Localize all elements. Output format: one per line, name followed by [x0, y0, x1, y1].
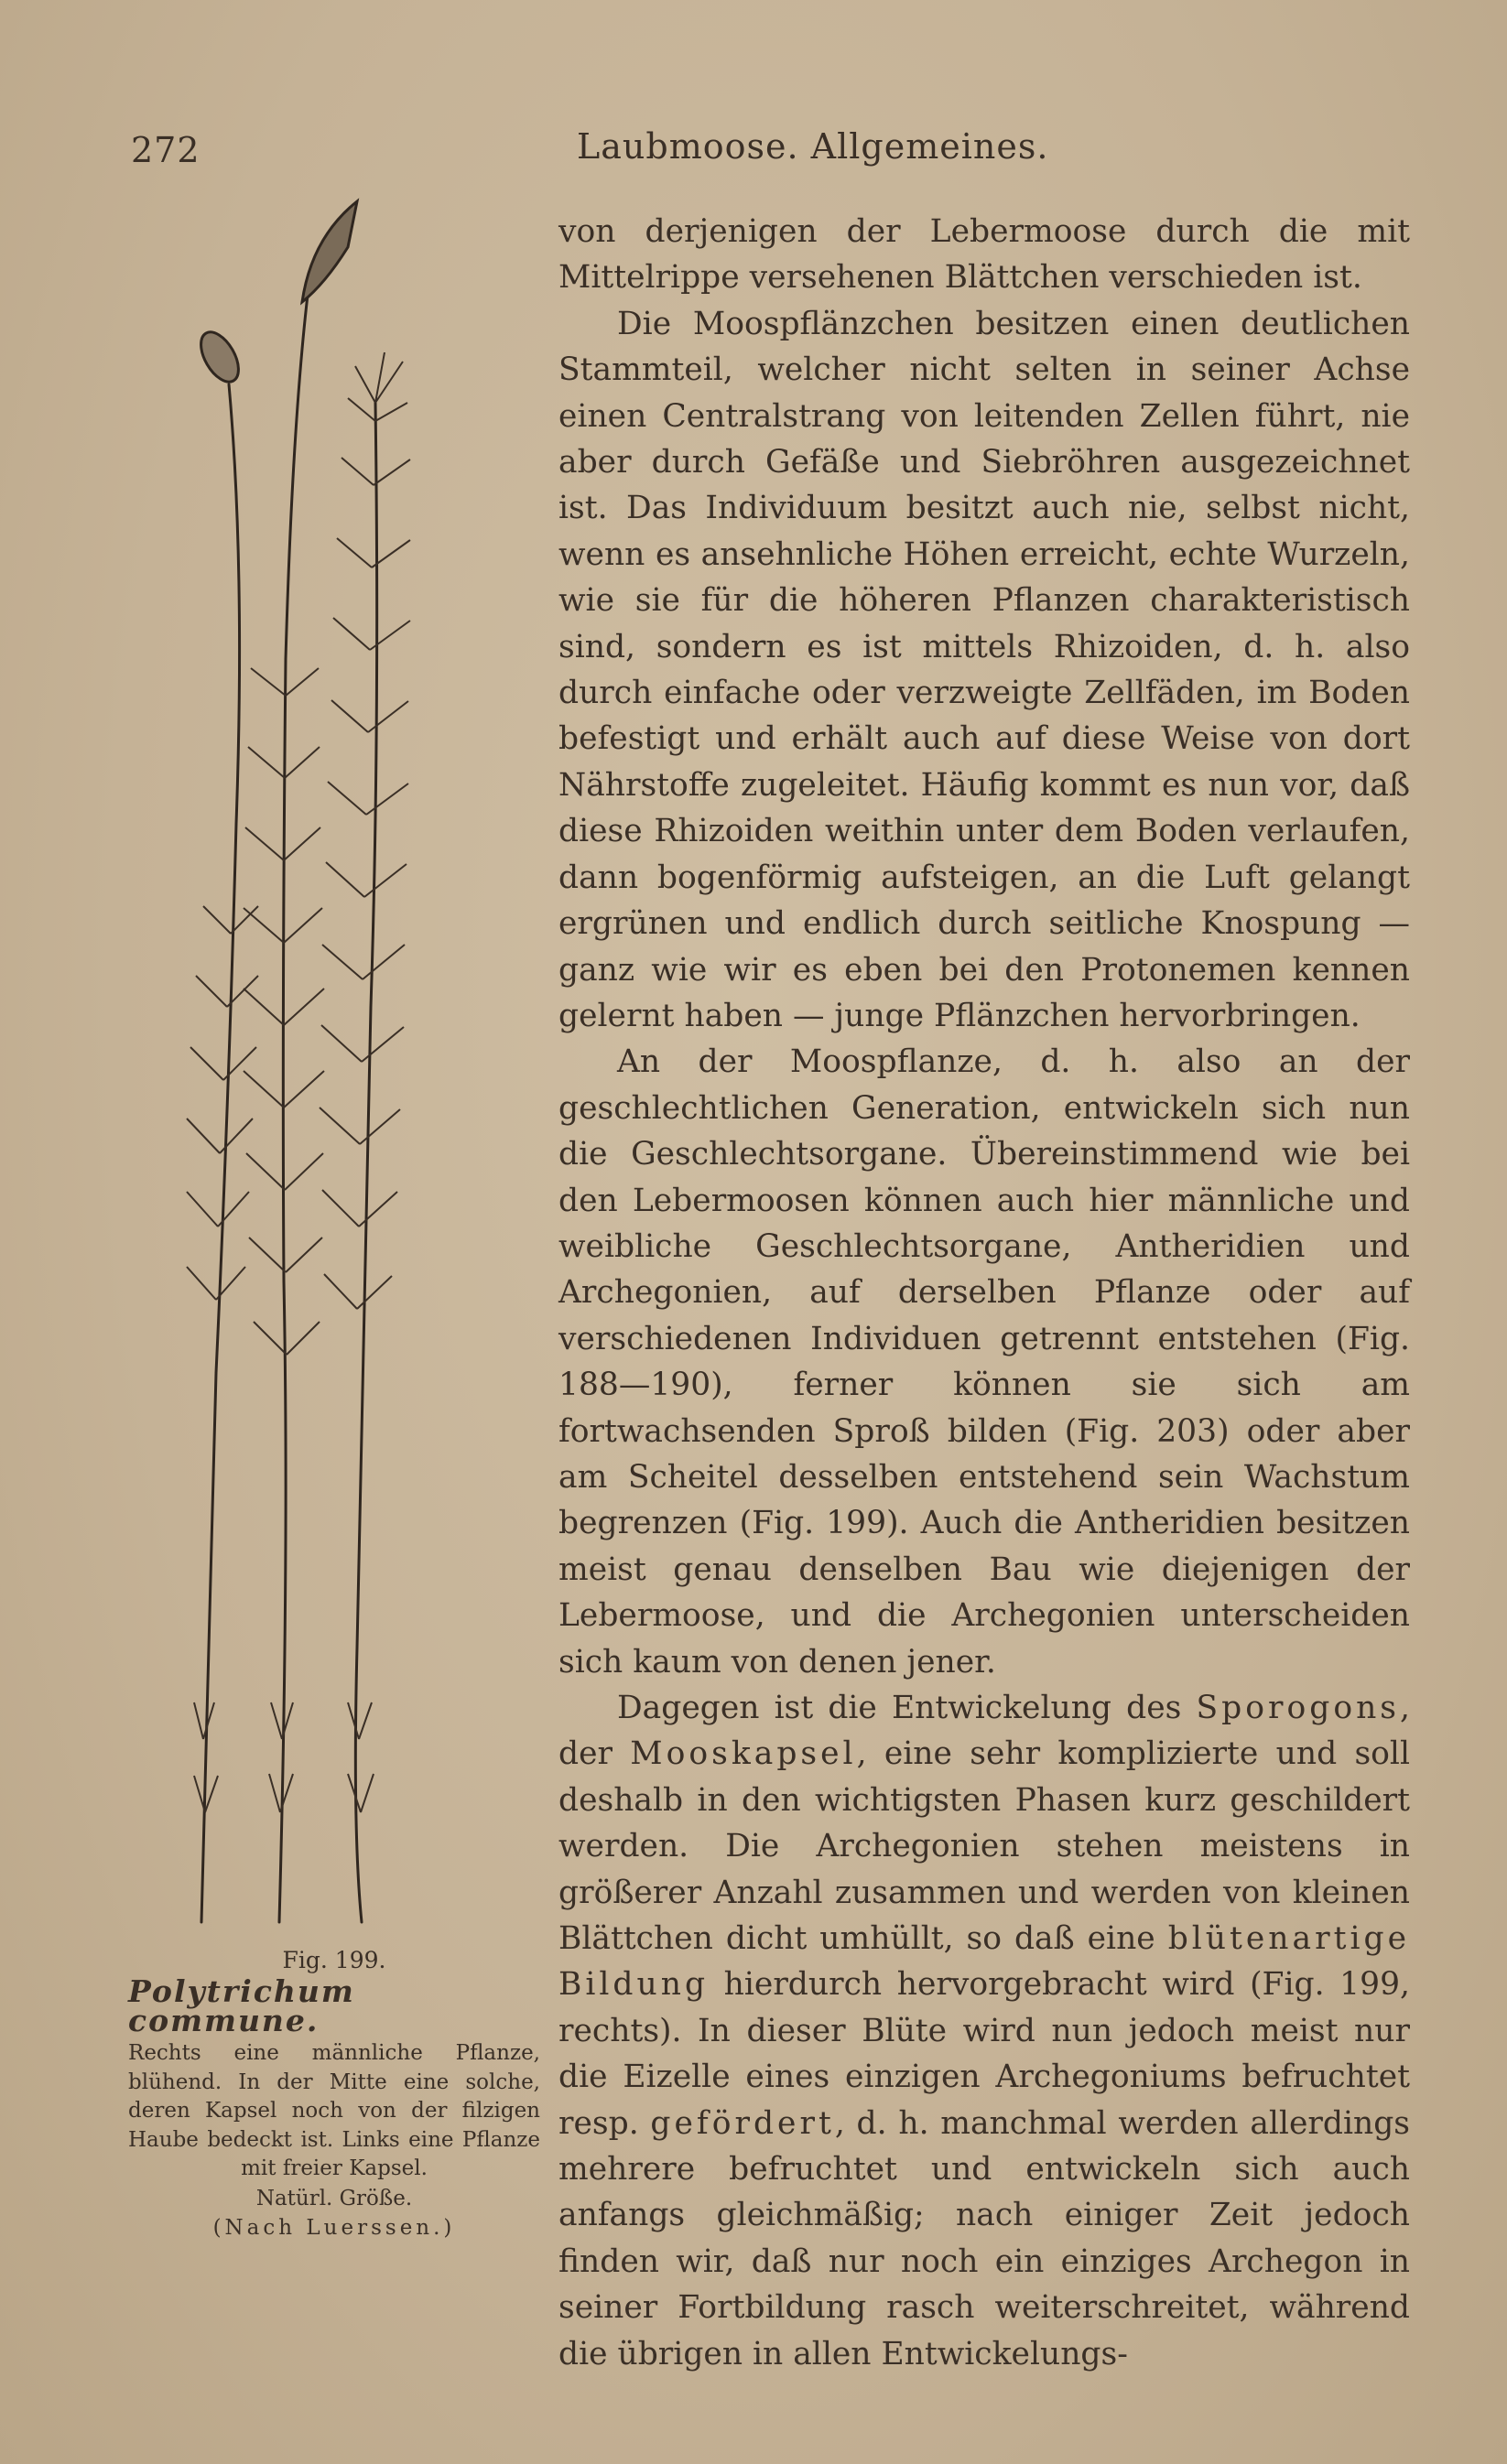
- running-title: Laubmoose. Allgemeines.: [577, 126, 1049, 167]
- p4-text-e: , d. h. manchmal werden allerdings mehrere befruchtet und entwickeln sich auch anfangs gleichmäßig; nach einiger Zeit jedoch finden wir, daß nur noch ein einziges Archegon in seiner Fortbildung rasch weiterschreitet, während die übrigen in allen Entwickelungs-: [558, 2104, 1410, 2372]
- caption-size-note: Natürl. Größe.: [255, 2186, 413, 2210]
- caption-source: (Nach Luerssen.): [212, 2215, 456, 2240]
- term-sporogon: Sporogons: [1196, 1690, 1401, 1726]
- caption-description: Rechts eine männliche Pflanze, blühend. In der Mitte eine solche, deren Kapsel noch von der filzigen Haube bedeckt ist. Links eine Pflanze mit freier Kapsel.: [128, 2041, 540, 2180]
- paragraph-3: An der Moospflanze, d. h. also an der geschlechtlichen Generation, entwickeln sich nun die Geschlechtsorgane. Übereinstimmend wie bei den Lebermoosen können auch hier männliche und weibliche Geschlechtsorgane, Antheridien und Archegonien, auf derselben Pflanze oder auf verschiedenen Individuen getrennt entstehen (Fig. 188—190), ferner können sie sich am fortwachsenden Sproß bilden (Fig. 203) oder aber am Scheitel desselben entstehend sein Wachstum begrenzen (Fig. 199). Auch die Antheridien besitzen meist genau denselben Bau wie diejenigen der Lebermoose, und die Archegonien unterscheiden sich kaum von denen jener.: [558, 1043, 1410, 1680]
- p4-text-c: , eine sehr komplizierte und soll deshalb in den wichtigsten Phasen kurz geschildert werden. Die Archegonien stehen meistens in größerer Anzahl zusammen und werden von kleinen Blättchen dicht umhüllt, so daß eine: [558, 1735, 1410, 1958]
- term-mooskapsel: Mooskapsel: [630, 1735, 857, 1773]
- figure-label: Fig. 199.: [282, 1947, 386, 1973]
- middle-calyptra: [302, 201, 357, 302]
- page-number: 272: [131, 130, 201, 170]
- main-text-column: [558, 209, 1410, 2377]
- term-gefoerdert: gefördert: [650, 2104, 835, 2142]
- middle-seta: [279, 265, 311, 1922]
- right-stem: [355, 403, 376, 1922]
- p4-text-d: hierdurch hervorgebracht wird (Fig. 199, rechts). In dieser Blüte wird nun jedoch meist nur die Eizelle eines einzigen Archegoniums befruchtet resp.: [558, 1966, 1410, 2142]
- polytrichum-drawing: [128, 183, 549, 1950]
- p4-text-b: , der: [558, 1690, 1410, 1773]
- paragraph-2: Die Moospflänzchen besitzen einen deutlichen Stammteil, welcher nicht selten in seiner Achse einen Centralstrang von leitenden Zellen führt, nie aber durch Gefäße und Siebröhren ausgezeichnet ist. Das Individuum besitzt auch nie, selbst nicht, wenn es ansehnliche Höhen erreicht, echte Wurzeln, wie sie für die höheren Pflanzen charakteristisch sind, sondern es ist mittels Rhizoiden, d. h. also durch einfache oder verzweigte Zellfäden, im Boden befestigt und erhält auch auf diese Weise von dort Nährstoffe zugeleitet. Häufig kommt es nun vor, daß diese Rhizoiden weithin unter dem Boden verlaufen, dann bogenförmig aufsteigen, an die Luft gelangt ergrünen und endlich durch seitliche Knospung — ganz wie wir es eben bei den Protonemen kennen gelernt haben — junge Pflänzchen hervorbringen.: [558, 305, 1410, 1034]
- species-name: Polytrichum commune.: [128, 1973, 355, 2038]
- left-capsule: [193, 326, 246, 388]
- moss-illustration: [128, 183, 549, 1950]
- p4-text-a: Dagegen ist die Entwickelung des: [617, 1690, 1197, 1726]
- figure-caption: [128, 1946, 540, 2242]
- paragraph-1: von derjenigen der Lebermoose durch die mit Mittelrippe versehenen Blättchen verschieden ist.: [558, 213, 1410, 297]
- paragraph-4: [558, 1685, 1410, 2377]
- term-bluetenartige-bildung: blütenartige Bildung: [558, 1920, 1410, 2004]
